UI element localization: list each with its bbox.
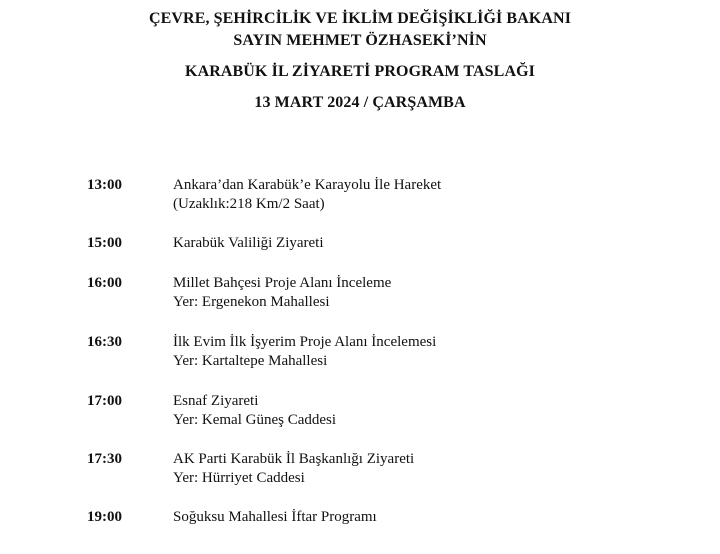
- schedule-entry: [87, 176, 687, 214]
- entry-details: [173, 234, 324, 253]
- entry-note: Yer: Kemal Güneş Caddesi: [173, 412, 337, 428]
- entry-time: 16:30: [87, 334, 122, 350]
- entry-title: İlk Evim İlk İşyerim Proje Alanı İncelemesi: [173, 334, 437, 350]
- entry-title: Soğuksu Mahallesi İftar Programı: [173, 509, 377, 525]
- entry-details: [173, 508, 377, 527]
- entry-title: Esnaf Ziyareti: [173, 393, 259, 409]
- header-title-line-1: ÇEVRE, ŞEHİRCİLİK VE İKLİM DEĞİŞİKLİĞİ BAKANI: [148, 10, 572, 27]
- header-title-line-2: SAYIN MEHMET ÖZHASEKİ’NİN: [233, 32, 487, 49]
- schedule-entry: [87, 450, 687, 488]
- entry-title: Ankara’dan Karabük’e Karayolu İle Hareket: [173, 177, 442, 193]
- entry-note: Yer: Hürriyet Caddesi: [173, 470, 305, 486]
- entry-details: [173, 333, 436, 371]
- entry-note: (Uzaklık:218 Km/2 Saat): [173, 196, 325, 212]
- entry-time: 15:00: [87, 235, 122, 251]
- entry-note: Yer: Ergenekon Mahallesi: [173, 294, 330, 310]
- schedule-entry: [87, 392, 687, 430]
- entry-details: [173, 392, 336, 430]
- header-date: 13 MART 2024 / ÇARŞAMBA: [254, 94, 466, 111]
- entry-title: Karabük Valiliği Ziyareti: [173, 235, 324, 251]
- entry-title: AK Parti Karabük İl Başkanlığı Ziyareti: [173, 451, 415, 467]
- header-program-title: KARABÜK İL ZİYARETİ PROGRAM TASLAĞI: [185, 63, 535, 80]
- entry-time: 19:00: [87, 509, 122, 525]
- entry-note: Yer: Kartaltepe Mahallesi: [173, 353, 328, 369]
- entry-details: [173, 274, 391, 312]
- entry-time: 17:30: [87, 451, 122, 467]
- document-header: [0, 8, 720, 114]
- entry-title: Millet Bahçesi Proje Alanı İnceleme: [173, 275, 392, 291]
- schedule-entry: [87, 508, 687, 527]
- schedule-entry: [87, 333, 687, 371]
- schedule-entry: [87, 234, 687, 253]
- entry-details: [173, 176, 441, 214]
- entry-time: 13:00: [87, 177, 122, 193]
- schedule-entry: [87, 274, 687, 312]
- entry-time: 16:00: [87, 275, 122, 291]
- entry-details: [173, 450, 414, 488]
- entry-time: 17:00: [87, 393, 122, 409]
- schedule-list: [87, 176, 687, 527]
